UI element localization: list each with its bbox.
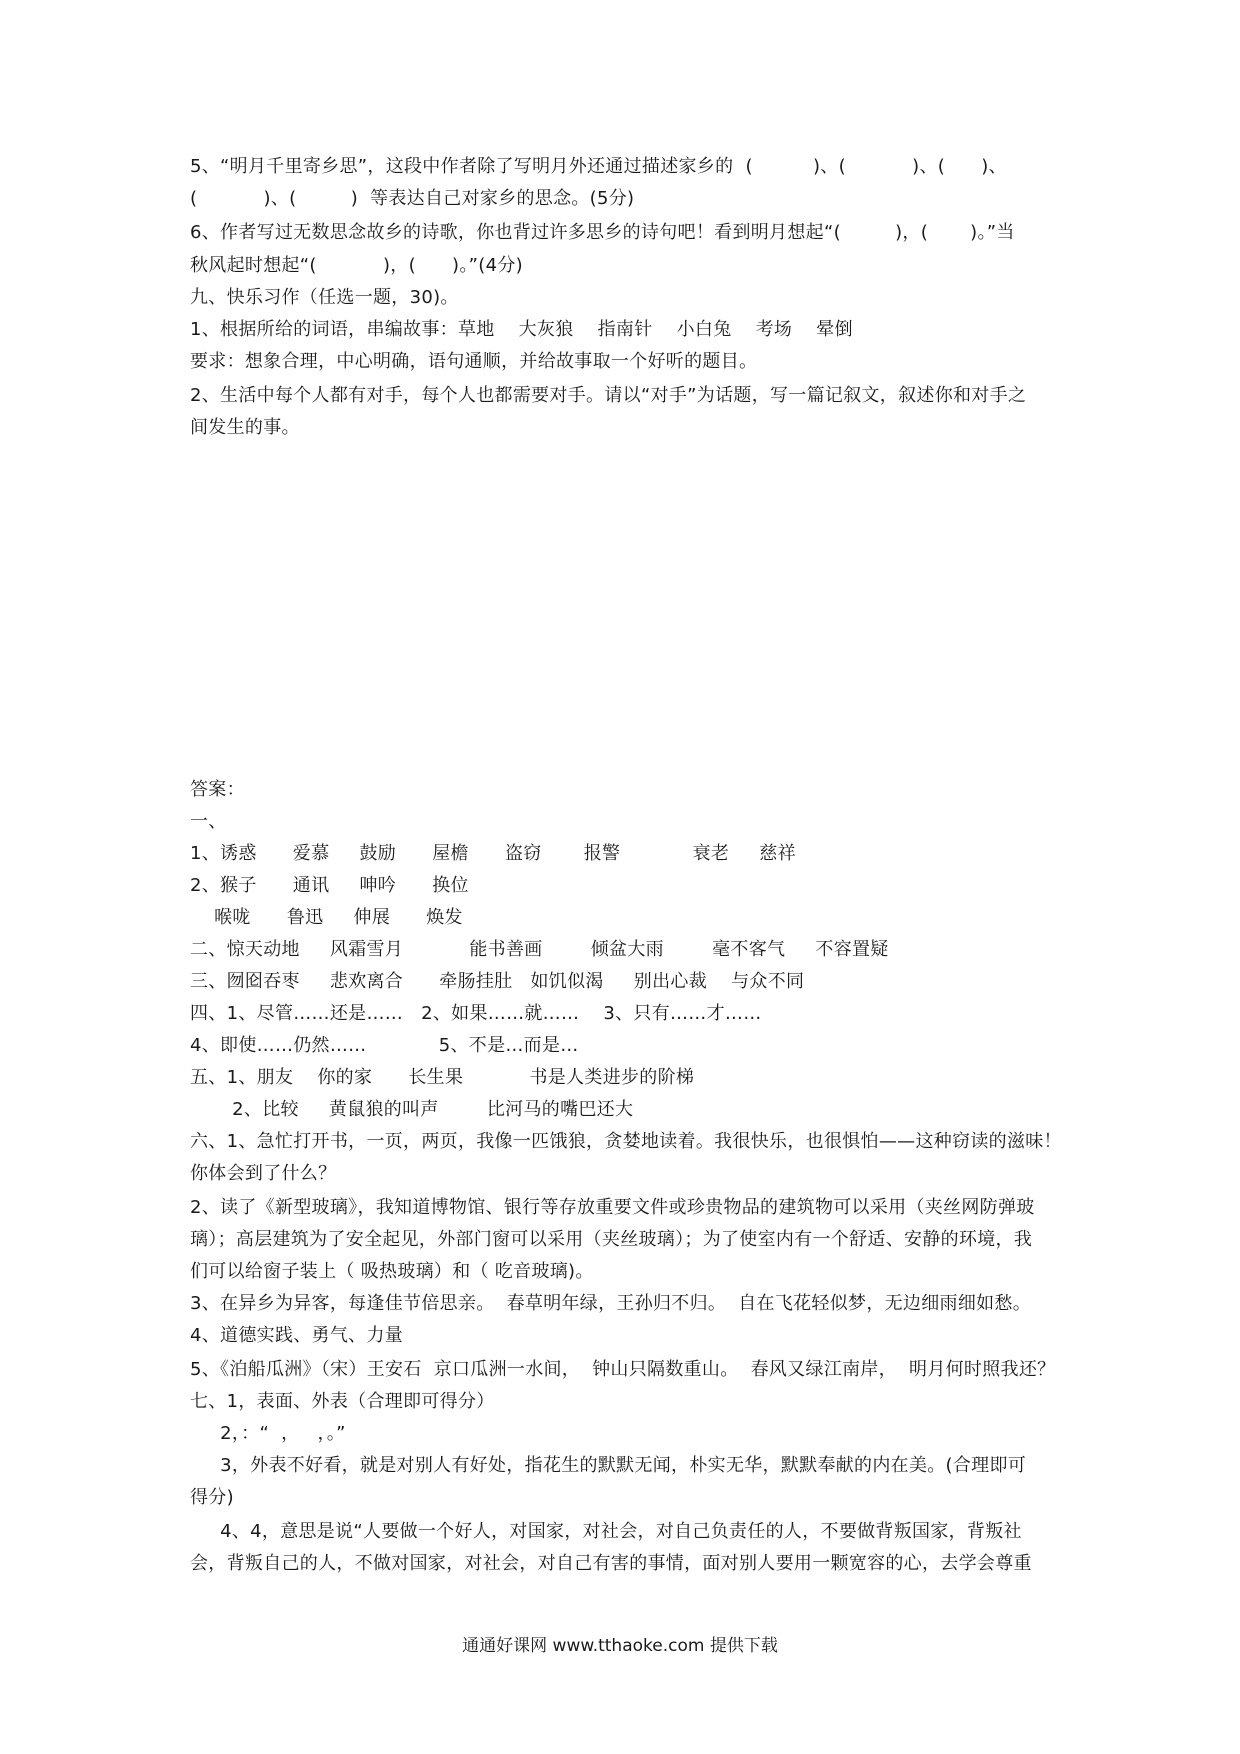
- essay-option-2-line-1: 2、生活中每个人都有对手，每个人也都需要对手。请以“对手”为话题，写一篇记叙文，叙述你和对手之: [190, 385, 1027, 406]
- answer-section-7-line-6: 会，背叛自己的人，不做对国家，对社会，对自己有害的事情，面对别人要用一颗宽容的心，去学会尊重: [190, 1553, 1032, 1574]
- question-6-line-1: 6、作者写过无数思念故乡的诗歌，你也背过许多思乡的诗句吧！看到明月想起“( )，( )。”当: [190, 222, 1015, 243]
- answer-section-7-line-1: 七、1，表面、外表（合理即可得分）: [190, 1391, 495, 1412]
- question-5-line-1: 5、“明月千里寄乡思”，这段中作者除了写明月外还通过描述家乡的 ( )、( )、( )、: [190, 156, 1007, 177]
- question-5-line-2: ( )、( ) 等表达自己对家乡的思念。(5分): [190, 188, 635, 209]
- essay-option-1-requirement: 要求：想象合理，中心明确，语句通顺，并给故事取一个好听的题目。: [190, 351, 758, 372]
- answer-section-6-line-1: 六、1、急忙打开书，一页，两页，我像一匹饿狼，贪婪地读着。我很快乐，也很惧怕——这种窃读的滋味！: [190, 1131, 1062, 1152]
- answer-section-2: 二、惊天动地 风霜雪月 能书善画 倾盆大雨 毫不客气 不容置疑: [190, 939, 889, 960]
- answer-section-5-line-2: 2、比较 黄鼠狼的叫声 比河马的嘴巴还大: [190, 1099, 634, 1120]
- answer-section-7-line-2: 2，：“ ， ，。”: [190, 1423, 346, 1444]
- essay-option-2-line-2: 间发生的事。: [190, 417, 300, 438]
- answer-section-3: 三、囫囵吞枣 悲欢离合 牵肠挂肚 如饥似渴 别出心裁 与众不同: [190, 971, 805, 992]
- answer-section-5-line-1: 五、1、朋友 你的家 长生果 书是人类进步的阶梯: [190, 1067, 695, 1088]
- answer-section-6-line-4: 璃）；高层建筑为了安全起见，外部门窗可以采用（夹丝玻璃）；为了使室内有一个舒适、安静的环境，我: [190, 1229, 1033, 1250]
- question-6-line-2: 秋风起时想起“( )，( )。”(4分): [190, 255, 524, 276]
- answer-section-6-line-8: 5、《泊船瓜洲》（宋）王安石 京口瓜洲一水间， 钟山只隔数重山。 春风又绿江南岸， 明月何时照我还？: [190, 1359, 1056, 1380]
- answer-section-4-line-2: 4、即使……仍然…… 5、不是…而是…: [190, 1035, 579, 1056]
- answer-section-7-line-5: 4、4，意思是说“人要做一个好人，对国家，对社会，对自己负责任的人，不要做背叛国家，背叛社: [190, 1521, 1022, 1542]
- answer-section-6-line-7: 4、道德实践、勇气、力量: [190, 1325, 404, 1346]
- answer-section-1: 一、: [190, 811, 227, 832]
- answers-heading: 答案：: [190, 779, 245, 800]
- answer-section-6-line-6: 3、在异乡为异客，每逢佳节倍思亲。 春草明年绿，王孙归不归。 自在飞花轻似梦，无边细雨细如愁。: [190, 1293, 1032, 1314]
- answer-1-line-2: 2、猴子 通讯 呻吟 换位: [190, 875, 469, 896]
- essay-option-1: 1、根据所给的词语，串编故事：草地 大灰狼 指南针 小白兔 考场 晕倒: [190, 319, 853, 340]
- answer-section-6-line-5: 们可以给窗子装上（ 吸热玻璃）和（ 吃音玻璃)。: [190, 1261, 594, 1282]
- answer-section-4-line-1: 四、1、尽管……还是…… 2、如果……就…… 3、只有……才……: [190, 1003, 762, 1024]
- answer-1-line-1: 1、诱惑 爱慕 鼓励 屋檐 盗窃 报警 衰老 慈祥: [190, 843, 796, 864]
- answer-1-line-3: 喉咙 鲁迅 伸展 焕发: [190, 907, 463, 928]
- answer-section-6-line-2: 你体会到了什么？: [190, 1163, 337, 1184]
- page-footer: 通通好课网 www.tthaoke.com 提供下载: [462, 1636, 778, 1656]
- answer-section-7-line-3: 3，外表不好看，就是对别人有好处，指花生的默默无闻，朴实无华，默默奉献的内在美。(合理即可: [190, 1455, 1027, 1476]
- section-9-title: 九、快乐习作（任选一题，30)。: [190, 287, 459, 308]
- answer-section-7-line-4: 得分): [190, 1487, 234, 1508]
- answer-section-6-line-3: 2、读了《新型玻璃》，我知道博物馆、银行等存放重要文件或珍贵物品的建筑物可以采用（夹丝网防弹玻: [190, 1197, 1035, 1218]
